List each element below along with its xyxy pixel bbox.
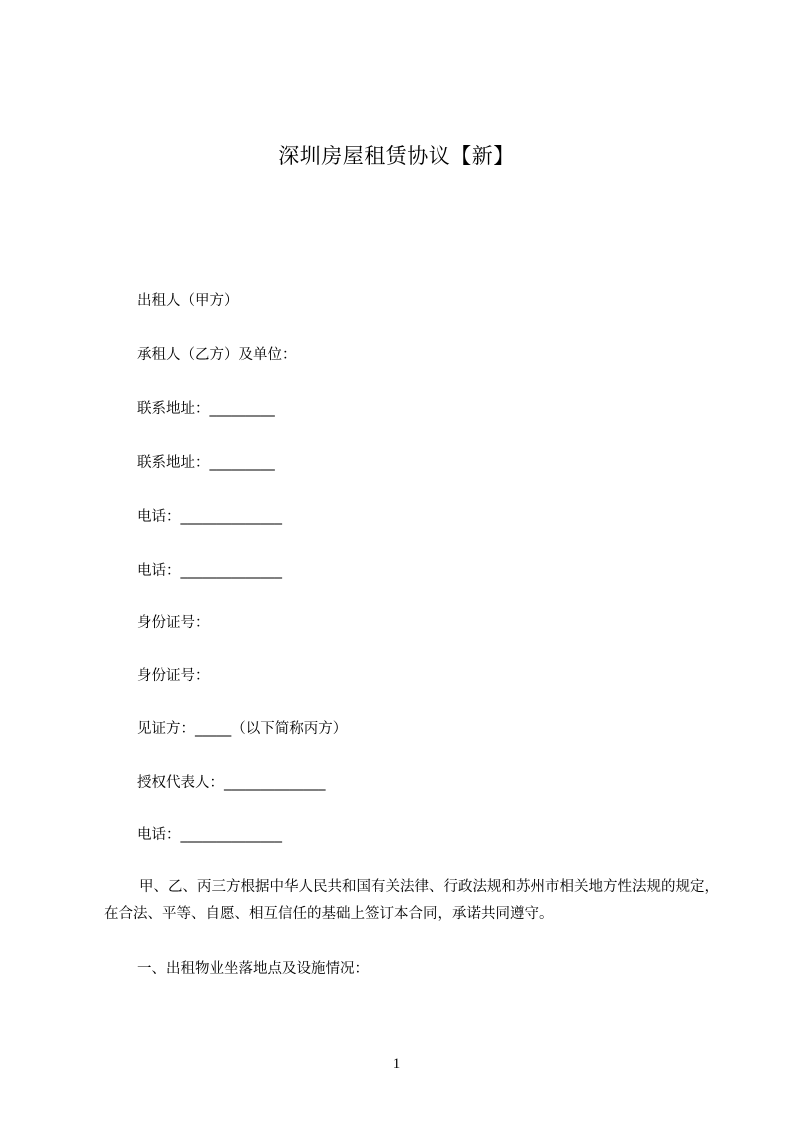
field-lessor <box>137 290 239 312</box>
field-blank: _________ <box>209 401 275 417</box>
field-label: 电话： <box>137 563 181 579</box>
field-label: 承租人（乙方）及单位： <box>137 347 297 363</box>
field-phone-2 <box>137 560 282 582</box>
field-label: 电话： <box>137 827 181 843</box>
field-label: 身份证号： <box>137 615 210 631</box>
field-blank: _____ <box>195 721 232 737</box>
field-blank: ______________ <box>180 563 282 579</box>
field-label: 见证方： <box>137 721 195 737</box>
field-id-number-1 <box>137 612 210 634</box>
field-authorized-rep <box>137 772 326 794</box>
field-label: 身份证号： <box>137 668 210 684</box>
field-address-2 <box>137 452 275 474</box>
field-id-number-2 <box>137 665 210 687</box>
section-1-heading: 一、出租物业坐落地点及设施情况： <box>137 961 369 977</box>
field-phone-3 <box>137 824 282 846</box>
document-title: 深圳房屋租赁协议【新】 <box>278 144 515 168</box>
field-label: 联系地址： <box>137 401 210 417</box>
field-lessee <box>137 344 297 366</box>
intro-paragraph: 甲、乙、丙三方根据中华人民共和国有关法律、行政法规和苏州市相关地方性法规的规定，在合法、平等、自愿、相互信任的基础上签订本合同，承诺共同遵守。 <box>104 879 719 922</box>
field-address-1 <box>137 398 275 420</box>
field-phone-1 <box>137 506 282 528</box>
field-label: 电话： <box>137 509 181 525</box>
field-blank: ______________ <box>180 827 282 843</box>
field-suffix: （以下简称丙方） <box>231 721 348 737</box>
field-label: 联系地址： <box>137 455 210 471</box>
field-label: 授权代表人： <box>137 775 224 791</box>
field-witness <box>137 718 347 740</box>
field-blank: _________ <box>209 455 275 471</box>
field-blank: ______________ <box>224 775 326 791</box>
page-number: 1 <box>392 1056 401 1072</box>
field-label: 出租人（甲方） <box>137 293 239 309</box>
field-blank: ______________ <box>180 509 282 525</box>
